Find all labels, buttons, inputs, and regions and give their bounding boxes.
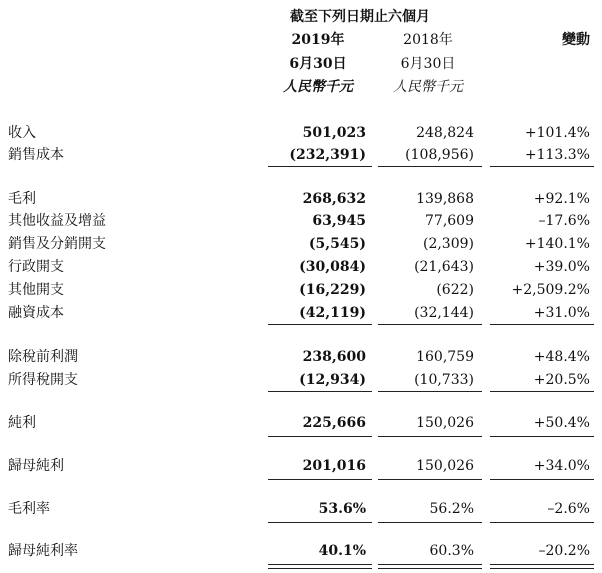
underline-2018 (378, 324, 482, 325)
row-label: 銷售成本 (8, 147, 64, 163)
row-label: 歸母純利率 (8, 543, 78, 559)
row-change: +113.3% (524, 147, 590, 163)
row-value-2018: 160,759 (416, 349, 474, 365)
underline-change (490, 479, 594, 480)
underline-2018 (378, 479, 482, 480)
row-value-2018: 248,824 (416, 125, 474, 141)
underline-change (490, 324, 594, 325)
underline-2019 (268, 522, 372, 523)
col-2018-year: 2018年 (403, 32, 453, 48)
row-value-2018: (10,733) (414, 372, 474, 388)
underline-change (490, 166, 594, 167)
row-value-2019: (42,119) (299, 305, 366, 321)
underline-change (490, 436, 594, 437)
row-value-2019: (5,545) (308, 236, 366, 252)
row-value-2019: 201,016 (302, 458, 366, 474)
row-value-2018: 56.2% (429, 501, 474, 517)
row-change: +50.4% (533, 415, 590, 431)
row-change: +140.1% (524, 236, 590, 252)
row-change: +101.4% (524, 125, 590, 141)
row-value-2019: (16,229) (299, 282, 366, 298)
row-value-2018: 150,026 (416, 415, 474, 431)
row-value-2018: 139,868 (416, 191, 474, 207)
row-change: +34.0% (533, 458, 590, 474)
col-change-title: 變動 (562, 32, 590, 48)
row-change: –17.6% (538, 213, 590, 229)
row-change: +31.0% (533, 305, 590, 321)
underline-2019 (268, 324, 372, 325)
row-value-2019: 238,600 (302, 349, 366, 365)
row-change: +48.4% (533, 349, 590, 365)
row-label: 純利 (8, 415, 36, 431)
row-value-2019: 63,945 (312, 213, 366, 229)
underline-2019 (268, 479, 372, 480)
row-value-2018: (32,144) (414, 305, 474, 321)
row-change: –20.2% (538, 543, 590, 559)
row-label: 行政開支 (8, 259, 64, 275)
row-label: 收入 (8, 125, 36, 141)
underline-2018 (378, 391, 482, 392)
row-value-2019: 225,666 (302, 415, 366, 431)
row-value-2018: 77,609 (425, 213, 474, 229)
row-value-2019: 40.1% (318, 543, 366, 559)
underline-2018 (378, 166, 482, 167)
row-value-2019: (232,391) (289, 147, 366, 163)
underline-change (490, 522, 594, 523)
row-value-2018: (2,309) (422, 236, 474, 252)
row-label: 毛利率 (8, 501, 50, 517)
row-label: 所得稅開支 (8, 372, 78, 388)
double-underline-change (490, 564, 594, 569)
underline-2019 (268, 166, 372, 167)
row-label: 毛利 (8, 191, 36, 207)
underline-2018 (378, 436, 482, 437)
row-change: +92.1% (533, 191, 590, 207)
col-2018-date: 6月30日 (400, 56, 456, 72)
underline-2019 (268, 436, 372, 437)
row-change: +2,509.2% (511, 282, 590, 298)
double-underline-2018 (378, 564, 482, 569)
row-value-2019: (30,084) (299, 259, 366, 275)
row-change: –2.6% (547, 501, 590, 517)
row-value-2018: (108,956) (405, 147, 474, 163)
row-value-2018: (622) (436, 282, 474, 298)
row-change: +20.5% (533, 372, 590, 388)
row-value-2018: 60.3% (429, 543, 474, 559)
row-value-2018: (21,643) (414, 259, 474, 275)
col-2018-unit: 人民幣千元 (393, 79, 463, 95)
row-label: 其他收益及增益 (8, 213, 106, 229)
col-2019-date: 6月30日 (289, 56, 347, 72)
col-2019-year: 2019年 (291, 32, 345, 48)
underline-change (490, 391, 594, 392)
row-value-2019: 268,632 (302, 191, 366, 207)
double-underline-2019 (268, 564, 372, 569)
col-2019-unit: 人民幣千元 (283, 79, 353, 95)
row-label: 歸母純利 (8, 458, 64, 474)
row-value-2019: 501,023 (302, 125, 366, 141)
row-label: 除稅前利潤 (8, 349, 78, 365)
period-header: 截至下列日期止六個月 (290, 9, 430, 25)
row-value-2019: 53.6% (318, 501, 366, 517)
underline-2018 (378, 522, 482, 523)
row-label: 其他開支 (8, 282, 64, 298)
row-change: +39.0% (533, 259, 590, 275)
row-value-2019: (12,934) (299, 372, 366, 388)
row-label: 銷售及分銷開支 (8, 236, 106, 252)
row-label: 融資成本 (8, 305, 64, 321)
underline-2019 (268, 391, 372, 392)
row-value-2018: 150,026 (416, 458, 474, 474)
